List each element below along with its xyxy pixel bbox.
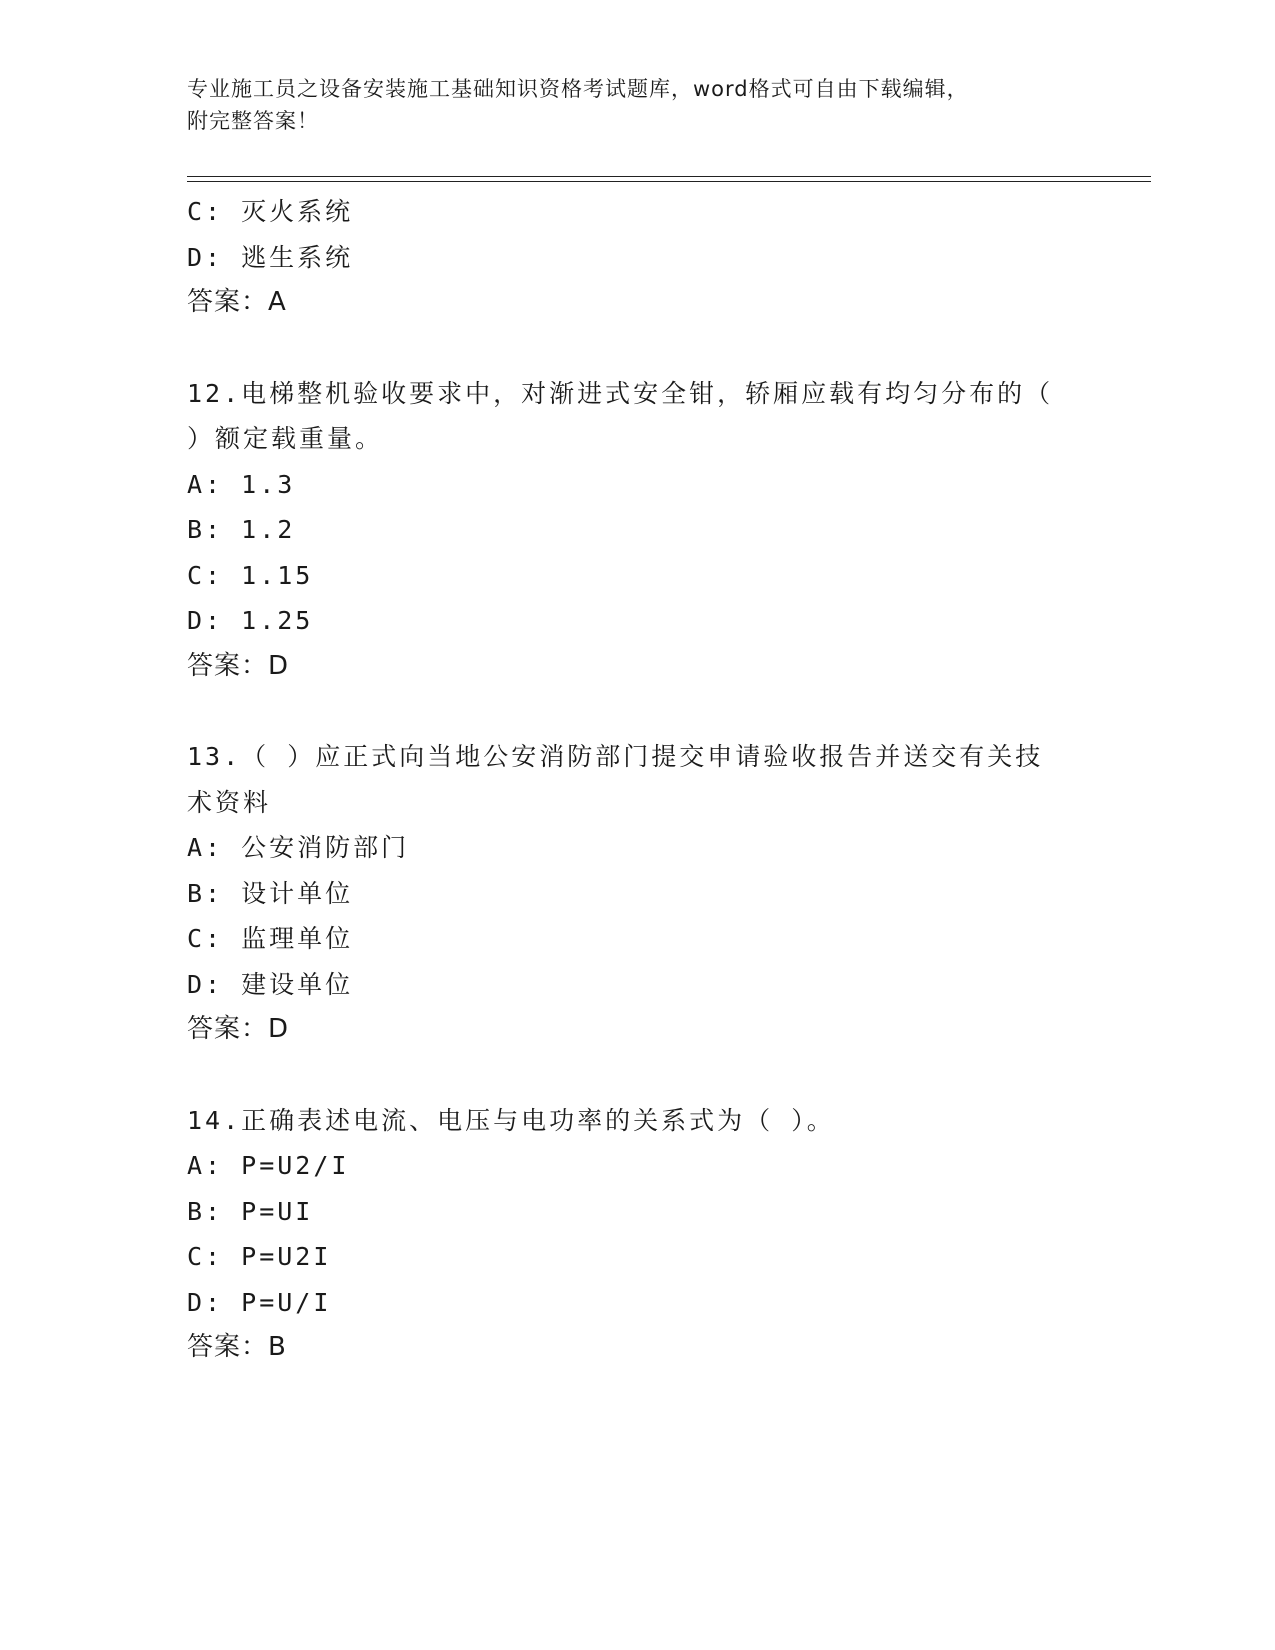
question-13	[187, 734, 1107, 1053]
answer-line: 答案：D	[187, 650, 290, 681]
answer-line: 答案：D	[187, 1014, 290, 1044]
answer-line: 答案：B	[187, 1332, 287, 1362]
question-12	[187, 371, 1107, 690]
option-b: B: 1.2	[187, 515, 296, 544]
header-divider-top	[187, 176, 1151, 177]
question-text: 14.正确表述电流、电压与电功率的关系式为（ ）。	[187, 1105, 835, 1135]
option-a: A: P=U2/I	[187, 1151, 350, 1180]
option-b: B: P=UI	[187, 1196, 314, 1226]
question-prev	[187, 189, 1107, 326]
option-c: C: 1.15	[187, 560, 314, 590]
option-c: C: 灭火系统	[187, 197, 354, 226]
spacer	[187, 326, 1107, 371]
option-d: D: 1.25	[187, 606, 314, 635]
option-d: D: 建设单位	[187, 969, 354, 999]
header-line-1: 专业施工员之设备安装施工基础知识资格考试题库，word格式可自由下载编辑，	[187, 77, 969, 101]
option-a: A: 公安消防部门	[187, 833, 410, 862]
header-line-2: 附完整答案！	[187, 109, 319, 133]
option-d: D: P=U/I	[187, 1287, 332, 1317]
option-c: C: 监理单位	[187, 924, 354, 953]
header-divider-bottom	[187, 181, 1151, 182]
spacer	[187, 689, 1107, 734]
option-a: A: 1.3	[187, 469, 296, 499]
question-14	[187, 1098, 1107, 1371]
option-b: B: 设计单位	[187, 878, 354, 908]
question-text: 13.（ ）应正式向当地公安消防部门提交申请验收报告并送交有关技术资料	[187, 742, 1044, 817]
question-text: 12.电梯整机验收要求中，对渐进式安全钳，轿厢应载有均匀分布的（ ）额定载重量。	[187, 378, 1054, 453]
question-list	[187, 189, 1107, 1371]
option-d: D: 逃生系统	[187, 242, 354, 272]
answer-line: 答案：A	[187, 287, 287, 317]
spacer	[187, 1053, 1107, 1098]
option-c: C: P=U2I	[187, 1242, 332, 1271]
document-header	[187, 73, 1087, 137]
